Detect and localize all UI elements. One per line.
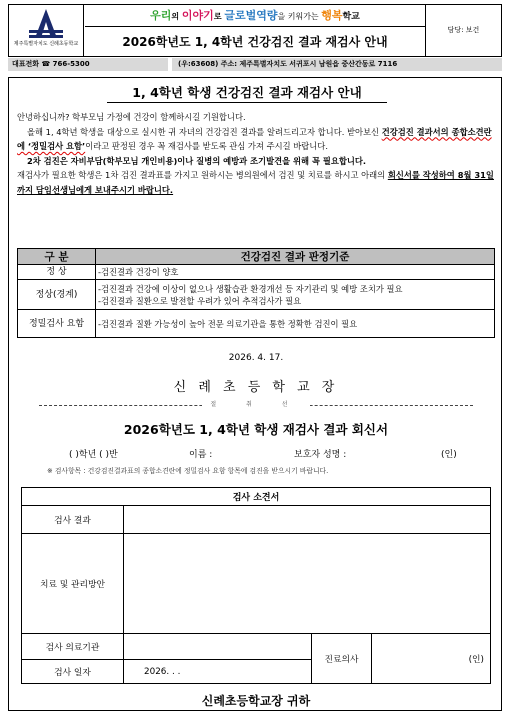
criteria-table: [17, 248, 495, 338]
school-emblem-icon: [29, 8, 63, 40]
guardian-seal: (인): [441, 450, 457, 460]
grade-class-field[interactable]: ( )학년 ( )반: [69, 450, 118, 460]
emphasis-text: 건강검진 결과서의 종합소견란에 ‘정밀검사 요함’: [17, 126, 492, 152]
school-address: (우:63608) 주소: 제주특별자치도 서귀포시 남원읍 중산간동로 7116: [172, 58, 502, 71]
issue-date: 2026. 4. 17.: [228, 353, 284, 363]
criteria-category: 정상(경계): [18, 280, 96, 310]
criteria-header-category: 구 분: [18, 249, 96, 265]
institution-input[interactable]: [124, 634, 312, 660]
instruction-paragraph: 재검사가 필요한 학생은 1차 검진 결과표를 가지고 원하시는 병의원에서 검진 및 치료를 하시고 아래의 회신서를 작성하여 8월 31일까지 담임선생님에게 보내주시기 바랍니다.: [17, 170, 494, 195]
criteria-category: 정 상: [18, 265, 96, 280]
reply-note: ※ 검사항목 : 건강검진결과표의 종합소견란에 정밀검사 요함 항목에 검진을 받으시기 바랍니다.: [47, 467, 329, 475]
table-row: [18, 265, 495, 280]
principal-signature: 신 례 초 등 학 교 장: [173, 380, 339, 395]
result-input[interactable]: [124, 506, 491, 534]
criteria-header-desc: 건강검진 결과 판정기준: [96, 249, 495, 265]
notice-frame: [8, 77, 502, 711]
result-label: 검사 결과: [22, 506, 124, 534]
table-row: [18, 310, 495, 338]
document-header: [8, 4, 502, 57]
deadline-text: 회신서를 작성하여 8월 31일까지 담임선생님에게 보내주시기 바랍니다.: [17, 170, 494, 195]
greeting-paragraph: 안녕하십니까? 학부모님 가정에 건강이 함께하시길 기원합니다.: [17, 112, 246, 122]
opinion-header: 검사 소견서: [22, 488, 491, 506]
notice-body: [17, 110, 495, 198]
school-logo: [9, 5, 84, 56]
table-header-row: [18, 249, 495, 265]
table-row: [22, 534, 491, 634]
table-row: [22, 506, 491, 534]
department-label: 담당: 보건: [425, 5, 501, 56]
criteria-desc: -검진결과 건강에 이상이 없으나 생활습관 환경개선 등 자기관리 및 예방 조치가 필요 -검진결과 질환으로 발전할 우려가 있어 추적검사가 필요: [96, 280, 495, 310]
cut-line-label: 절 취 선: [9, 399, 503, 408]
reply-addressee: 신례초등학교장 귀하: [201, 694, 311, 708]
treatment-label: 치료 및 관리방안: [22, 534, 124, 634]
exam-date-label: 검사 일자: [22, 660, 124, 684]
table-row: [18, 280, 495, 310]
contact-bar: [8, 58, 502, 71]
student-name-field[interactable]: 이름 :: [189, 450, 213, 460]
reply-title: 2026학년도 1, 4학년 학생 재검사 결과 회신서: [123, 422, 389, 437]
table-header-row: [22, 488, 491, 506]
treatment-input[interactable]: [124, 534, 491, 634]
exam-date-input[interactable]: 2026. . .: [124, 660, 312, 684]
cost-paragraph: 2차 검진은 자비부담(학부모님 개인비용)이나 질병의 예방과 조기발견을 위해 꼭 필요합니다.: [27, 155, 367, 166]
guardian-name-field[interactable]: 보호자 성명 :: [294, 450, 347, 460]
table-row: [22, 634, 491, 660]
doctor-seal[interactable]: (인): [372, 634, 491, 684]
phone-number: 대표전화 ☎ 766-5300: [8, 58, 168, 71]
school-logo-text: 제주특별자치도 신례초등학교: [13, 41, 79, 47]
notice-title: 1, 4학년 학생 건강검진 결과 재검사 안내: [107, 83, 387, 103]
criteria-desc: -검진결과 질환 가능성이 높아 전문 의료기관을 통한 정확한 검진이 필요: [96, 310, 495, 338]
opinion-table: [21, 487, 491, 684]
school-slogan: 우리의 이야기로 글로벌역량을 키워가는 행복학교: [85, 5, 425, 27]
criteria-desc: -검진결과 건강이 양호: [96, 265, 495, 280]
institution-label: 검사 의료기관: [22, 634, 124, 660]
intro-paragraph: 올해 1, 4학년 학생을 대상으로 실시한 귀 자녀의 건강검진 결과를 알려드리고자 합니다. 받아보신 건강검진 결과서의 종합소견란에 ‘정밀검사 요함’이라고 판정된 경우 꼭 재검사를 받도록 관심 가져 주시길 바랍니다.: [17, 126, 492, 152]
criteria-category: 정밀검사 요함: [18, 310, 96, 338]
page-title: 2026학년도 1, 4학년 건강검진 결과 재검사 안내: [122, 35, 388, 49]
doctor-label: 진료의사: [312, 634, 372, 684]
